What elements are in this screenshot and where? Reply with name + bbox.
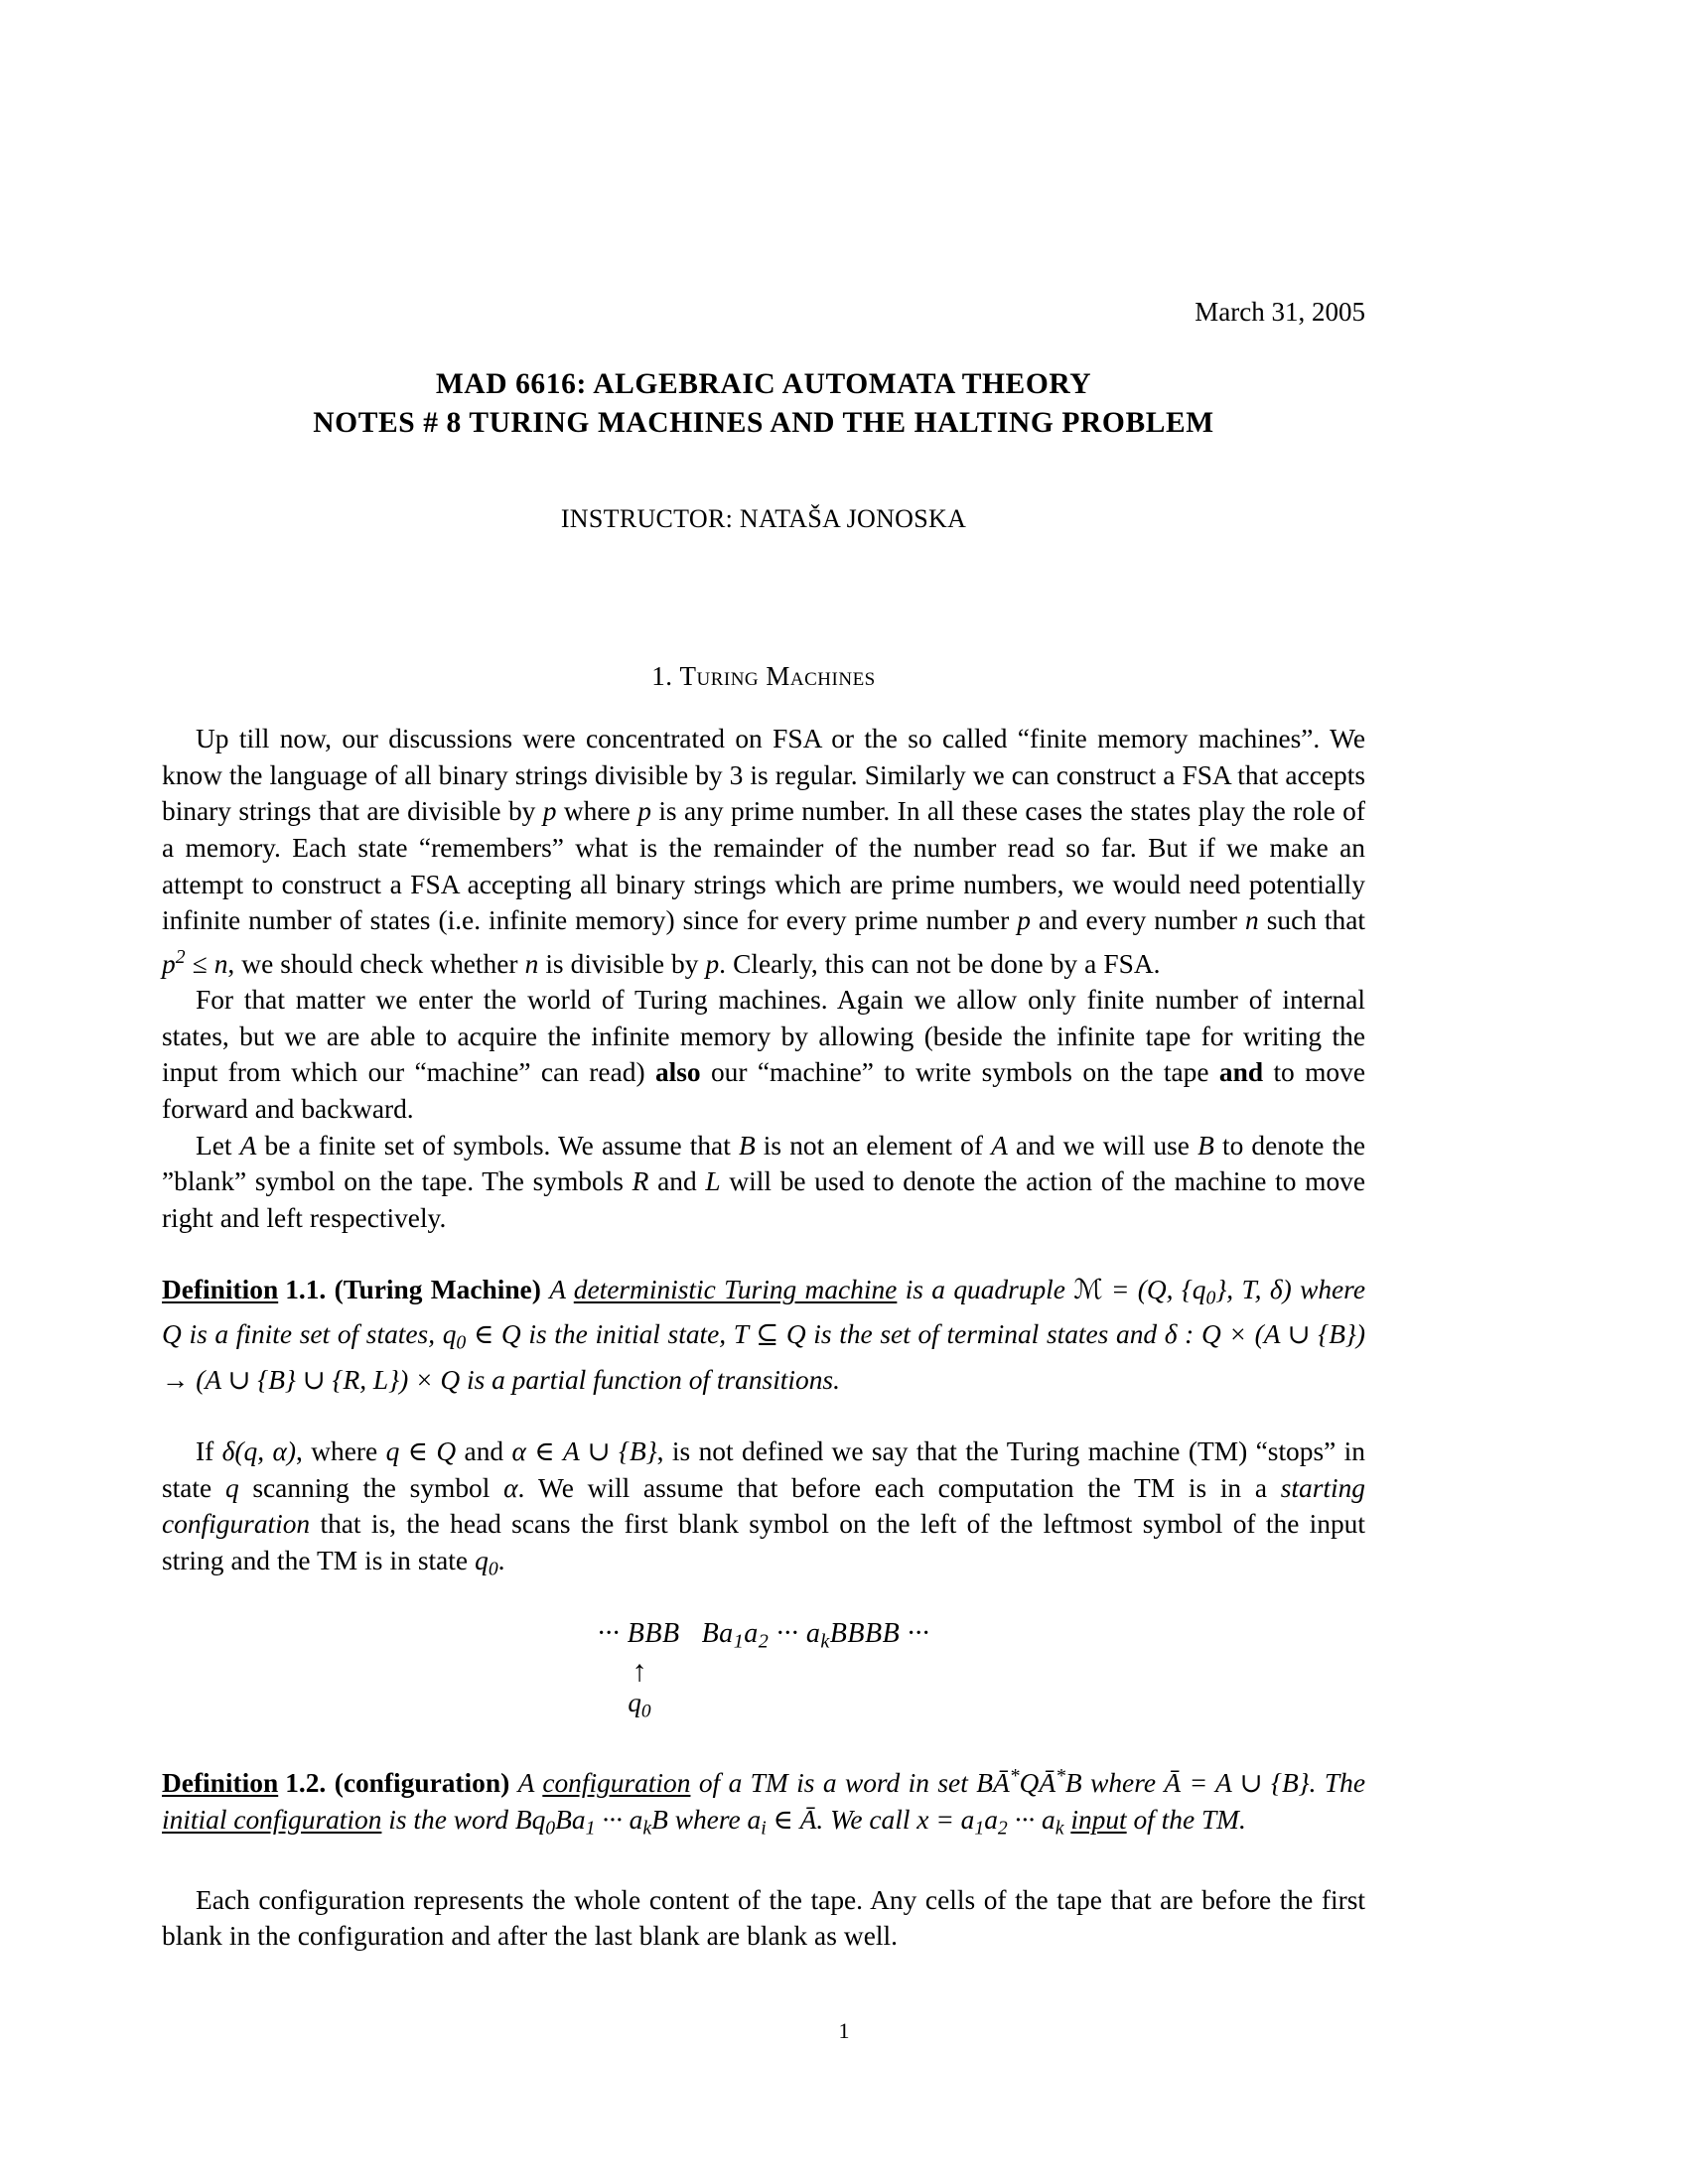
- p2-text-a: For that matter we enter the world of Turing machines. Again we allow only finite number of internal states, but we are able to acquire the infinite memory by allowing (beside the infinite tape for writing the input from which our “machine” can read): [162, 985, 1365, 1088]
- p1-text-a: Up till now, our discussions were concentrated on FSA or the so called “finite memory machines”. We know the language of all binary strings divisible by 3 is regular. Similarly we can construct a FSA that accepts binary strings that are divisible by: [162, 724, 1365, 827]
- document-title: [162, 365, 1365, 443]
- tape-state-sub: 0: [640, 1701, 651, 1722]
- def-1-2-sub-4: i: [761, 1817, 767, 1840]
- def-1-2-t4: is the word Bq: [381, 1804, 546, 1835]
- def-1-1-t3: }, T, δ) where Q is a finite set of states, q: [162, 1275, 1365, 1350]
- def-1-2-abar-2: Ā: [1039, 1768, 1056, 1799]
- p3-var-B1: B: [738, 1130, 756, 1160]
- p1-text-b: where: [556, 796, 638, 827]
- def-1-2-Q: Q: [1019, 1768, 1040, 1799]
- spacer-after-def-1-2: [162, 1846, 1365, 1882]
- p3-var-R: R: [632, 1166, 649, 1197]
- def-1-2-t11: ··· a: [1007, 1804, 1055, 1835]
- tape-right-blanks: BBBB ···: [829, 1618, 930, 1650]
- p1-var-p1: p: [542, 796, 557, 827]
- p3-var-A1: A: [239, 1130, 257, 1160]
- p4-var-q0-sub: 0: [488, 1558, 498, 1580]
- paragraph-1: [162, 721, 1365, 982]
- p4-math-q-in-Q: q ∈ Q: [385, 1436, 457, 1467]
- def-1-2-sub-6: 2: [997, 1817, 1008, 1840]
- page-content: [162, 0, 1365, 1955]
- def-1-2-abar-3: Ā: [1164, 1768, 1182, 1799]
- tape-head-state: [38, 1689, 1241, 1722]
- p4-text-f: . We will assume that before each computation the TM is in a: [517, 1472, 1281, 1503]
- tape-configuration-display: [162, 1617, 1365, 1722]
- p4-text-h: .: [497, 1545, 505, 1575]
- p2-text-b: our “machine” to write symbols on the tape: [700, 1057, 1219, 1088]
- def-1-2-term-3: input: [1070, 1804, 1127, 1835]
- def-1-1-number: 1.1.: [285, 1275, 327, 1305]
- def-1-2-t6: ··· a: [595, 1804, 643, 1835]
- p4-var-q: q: [224, 1472, 239, 1503]
- def-1-2-t10: a: [984, 1804, 998, 1835]
- spacer-before-def-1-1: [162, 1236, 1365, 1272]
- def-1-1-term: deterministic Turing machine: [573, 1275, 898, 1305]
- tape-right-dots: ··· a: [769, 1618, 821, 1650]
- def-1-2-t1: of a TM is a word in set B: [690, 1768, 993, 1799]
- def-1-2-abar-1: Ā: [992, 1768, 1010, 1799]
- p3-text-f: and: [648, 1166, 706, 1197]
- def-1-2-term-2: initial configuration: [162, 1804, 382, 1835]
- section-heading: [162, 661, 1365, 692]
- title-line-1: MAD 6616: ALGEBRAIC AUTOMATA THEORY: [435, 367, 1092, 400]
- tape-left-blanks: ··· BBB: [597, 1618, 680, 1650]
- p4-var-q0: q: [475, 1545, 489, 1575]
- def-1-2-t7: B where a: [651, 1804, 762, 1835]
- p4-text-g: that is, the head scans the first blank symbol on the left of the leftmost symbol of the input string and the TM is in state: [162, 1509, 1365, 1575]
- p1-text-d: and every number: [1030, 905, 1245, 936]
- spacer-after-def-1-1: [162, 1398, 1365, 1433]
- document-date: March 31, 2005: [1195, 297, 1365, 327]
- title-line-2: NOTES # 8 TURING MACHINES AND THE HALTING PROBLEM: [313, 406, 1214, 439]
- definition-1-2: [162, 1758, 1365, 1846]
- p3-text-a: Let: [196, 1130, 240, 1160]
- def-1-2-term: configuration: [542, 1768, 691, 1799]
- p4-text-d: , is not defined we say that the Turing machine (TM) “stops” in state: [162, 1436, 1365, 1503]
- def-1-1-lead: A: [549, 1275, 566, 1305]
- p3-var-B2: B: [1197, 1130, 1214, 1160]
- p1-var-n-ineq: n: [213, 948, 228, 979]
- p1-exponent: 2: [175, 945, 186, 968]
- p4-math-alpha-in: α ∈ A ∪ {B}: [511, 1436, 657, 1467]
- def-1-2-number: 1.2.: [285, 1768, 327, 1799]
- def-1-2-sub-2: 1: [585, 1817, 596, 1840]
- def-1-2-star-1: *: [1009, 1765, 1020, 1788]
- paragraph-4: [162, 1433, 1365, 1587]
- p1-var-p4: p: [705, 948, 720, 979]
- p1-relation: ≤: [185, 948, 214, 979]
- def-1-2-label: Definition: [162, 1768, 279, 1799]
- p4-var-alpha: α: [503, 1472, 518, 1503]
- def-1-1-t1: is a quadruple: [905, 1275, 1074, 1305]
- def-1-1-sub-1: 0: [1205, 1287, 1216, 1309]
- p1-var-p3: p: [1017, 905, 1031, 936]
- p1-text-h: . Clearly, this can not be done by a FSA.: [719, 948, 1161, 979]
- def-1-2-t2: where: [1081, 1768, 1165, 1799]
- def-1-2-t9: . We call x = a: [816, 1804, 975, 1835]
- definition-1-1: [162, 1272, 1365, 1398]
- def-1-1-name: (Turing Machine): [334, 1275, 541, 1305]
- tape-state-q: q: [628, 1688, 641, 1718]
- tape-sub-3: k: [820, 1630, 830, 1653]
- def-1-2-lead: A: [517, 1768, 534, 1799]
- p3-text-c: is not an element of: [755, 1130, 992, 1160]
- spacer-before-def-1-2: [162, 1722, 1365, 1758]
- p3-var-A2: A: [991, 1130, 1008, 1160]
- p1-text-f: , we should check whether: [227, 948, 525, 979]
- p3-text-g: will be used to denote the action of the machine to move right and left respectively.: [162, 1166, 1365, 1233]
- p1-text-g: is divisible by: [538, 948, 706, 979]
- paragraph-3: [162, 1128, 1365, 1237]
- section-number: 1.: [651, 661, 673, 692]
- tape-right-pre: Ba: [701, 1618, 734, 1650]
- p1-inequality: [162, 945, 228, 979]
- def-1-2-star-2: *: [1055, 1765, 1065, 1788]
- p2-bold-also: also: [654, 1057, 701, 1088]
- p3-text-d: and we will use: [1007, 1130, 1198, 1160]
- p4-text-b: , where: [295, 1436, 386, 1467]
- p1-text-c: is any prime number. In all these cases the states play the role of a memory. Each state “remembers” what is the remainder of the number read so far. But if we make an attempt to construct a FSA accepting all binary strings which are prime numbers, we would need potentially infinite number of states (i.e. infinite memory) since for every prime number: [162, 796, 1365, 936]
- p4-text-c: and: [456, 1436, 512, 1467]
- p1-var-p-sq: p: [162, 948, 176, 979]
- p3-var-L: L: [705, 1166, 721, 1197]
- p1-var-p2: p: [637, 796, 651, 827]
- def-1-2-sub-1: 0: [545, 1817, 556, 1840]
- def-1-1-script-m: ℳ: [1073, 1275, 1103, 1305]
- tape-head-arrow: ↑: [632, 1654, 647, 1688]
- def-1-1-label: Definition: [162, 1275, 279, 1305]
- def-1-2-t3: = A ∪ {B}. The: [1181, 1768, 1365, 1799]
- def-1-2-sub-7: k: [1055, 1817, 1064, 1840]
- tape-sub-2: 2: [758, 1630, 770, 1653]
- p1-text-e: such that: [1258, 905, 1365, 936]
- p4-italic-starting-config: starting configuration: [162, 1472, 1365, 1540]
- p4-text-e: scanning the symbol: [238, 1472, 504, 1503]
- section-title: Turing Machines: [679, 661, 876, 692]
- def-1-2-t8: ∈: [766, 1804, 800, 1835]
- tape-row: [162, 1617, 1365, 1654]
- def-1-1-sub-2: 0: [456, 1331, 467, 1354]
- def-1-2-sub-5: 1: [974, 1817, 985, 1840]
- def-1-1-t2: = (Q, {q: [1102, 1275, 1206, 1305]
- def-1-2-abar-4: Ā: [799, 1804, 817, 1835]
- p3-text-b: be a finite set of symbols. We assume that: [256, 1130, 739, 1160]
- page-number: 1: [838, 2018, 850, 2043]
- def-1-2-B: B: [1064, 1768, 1082, 1799]
- p4-math-delta: δ(q, α): [221, 1436, 296, 1467]
- p1-var-n2: n: [524, 948, 539, 979]
- p3-text-e: to denote the ”blank” symbol on the tape. The symbols: [162, 1130, 1365, 1197]
- p1-var-n1: n: [1245, 905, 1259, 936]
- tape-right-mid: a: [744, 1618, 759, 1650]
- def-1-2-t12: of the TM.: [1126, 1804, 1246, 1835]
- def-1-1-t4: ∈ Q is the initial state, T ⊆ Q is the set of terminal states and δ : Q × (A ∪ {B}) → (A ∪ {B} ∪ {R, L}) × Q is a partial function of transitions.: [162, 1319, 1365, 1395]
- p4-text-a: If: [196, 1436, 222, 1467]
- paragraph-2: [162, 982, 1365, 1127]
- tape-sub-1: 1: [733, 1630, 745, 1653]
- def-1-2-name: (configuration): [334, 1768, 510, 1799]
- instructor-line: INSTRUCTOR: NATAŠA JONOSKA: [560, 504, 967, 534]
- p2-bold-and: and: [1218, 1057, 1264, 1088]
- p2-text-c: to move forward and backward.: [162, 1057, 1365, 1124]
- def-1-2-sub-3: k: [642, 1817, 652, 1840]
- paragraph-5: Each configuration represents the whole content of the tape. Any cells of the tape that are before the first blank in the configuration and after the last blank are blank as well.: [162, 1884, 1365, 1952]
- def-1-2-t5: Ba: [555, 1804, 586, 1835]
